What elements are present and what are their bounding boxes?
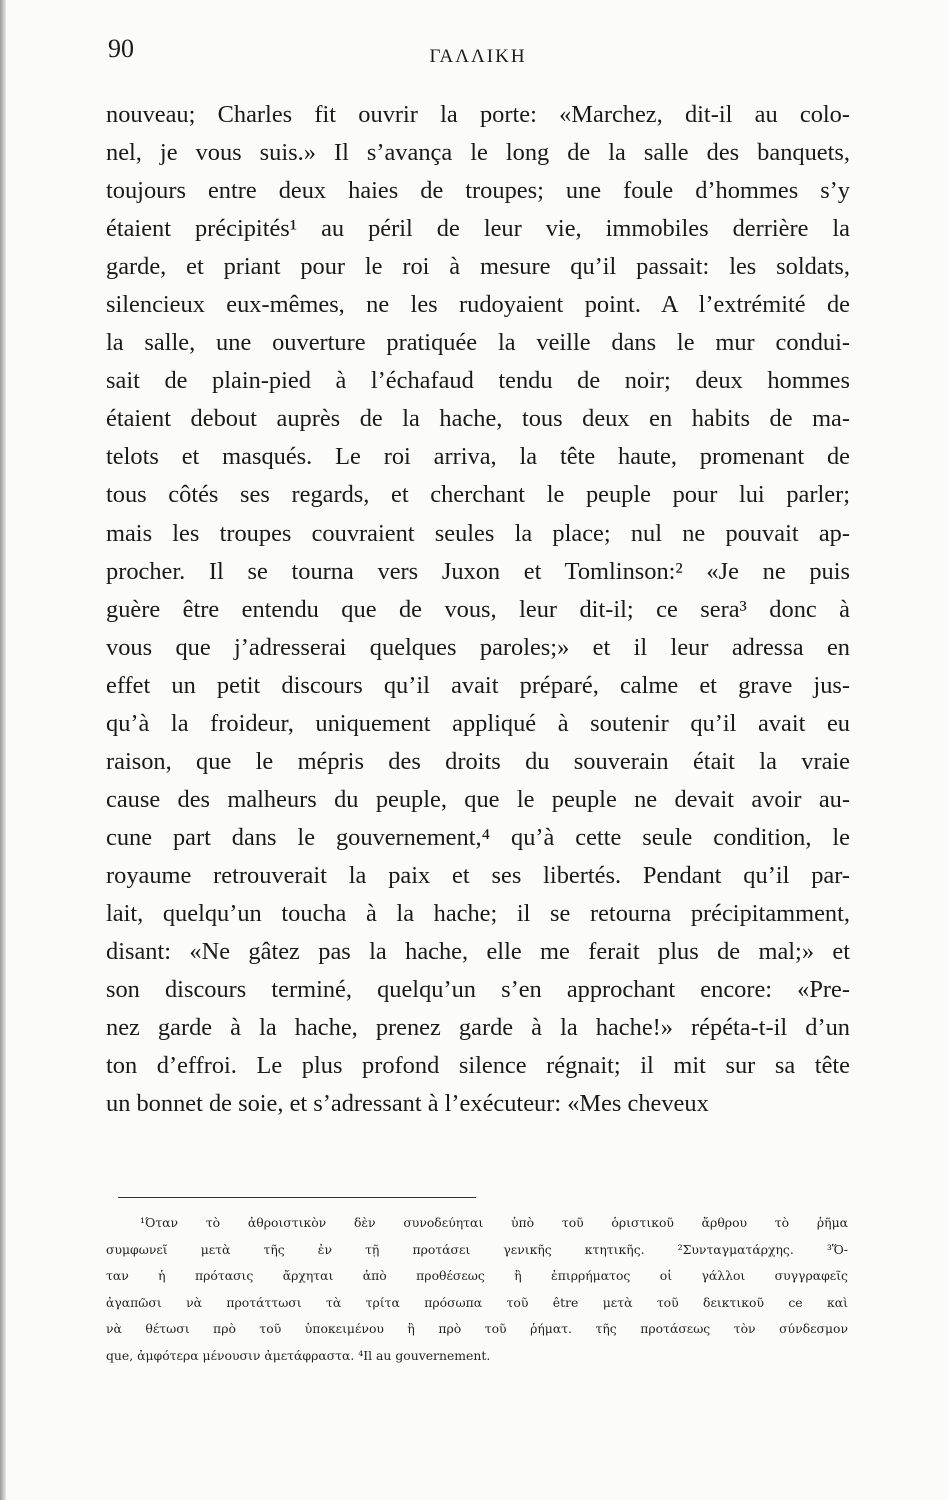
text-line: garde, et priant pour le roi à mesure qu’il passait: les soldats, [106,253,850,281]
text-line: son discours terminé, quelqu’un s’en approchant encore: «Pre- [106,976,850,1004]
text-line: raison, que le mépris des droits du souverain était la vraie [106,747,850,775]
footnote-line: συμφωνεῖ μετὰ τῆς ἐν τῇ προτάσει γενικῆς κτητικῆς. ²Συνταγματάρχης. ³Ὅ- [106,1241,848,1257]
text-line: guère être entendu que de vous, leur dit-il; ce sera³ donc à [106,595,850,623]
text-line: étaient précipités¹ au péril de leur vie, immobiles derrière la [106,215,850,243]
text-line: nez garde à la hache, prenez garde à la hache!» répéta-t-il d’un [106,1014,850,1042]
footnote-line: ἀγαπῶσι νὰ προτάττωσι τὰ τρίτα πρόσωπα τοῦ être μετὰ τοῦ δεικτικοῦ ce καὶ [106,1294,848,1310]
page-binding-edge [0,0,6,1500]
text-line: lait, quelqu’un toucha à la hache; il se retourna précipitamment, [106,899,850,927]
page-number: 90 [108,34,134,63]
footnote-line: ταν ἡ πρότασις ἄρχηται ἀπὸ προθέσεως ἢ ἐπιρρήματος οἱ γάλλοι συγγραφεῖς [106,1268,848,1283]
text-line: cause des malheurs du peuple, que le peuple ne devait avoir au- [106,785,850,813]
text-line: tous côtés ses regards, et cherchant le peuple pour lui parler; [106,481,850,509]
text-line: cune part dans le gouvernement,⁴ qu’à cette seule condition, le [106,823,850,851]
text-line: qu’à la froideur, uniquement appliqué à soutenir qu’il avait eu [106,709,850,737]
text-line: disant: «Ne gâtez pas la hache, elle me ferait plus de mal;» et [106,938,850,966]
text-line: vous que j’adresserai quelques paroles;» et il leur adressa en [106,633,850,661]
text-line: mais les troupes couvraient seules la place; nul ne pouvait ap- [106,519,850,547]
text-line: la salle, une ouverture pratiquée la veille dans le mur condui- [106,329,850,357]
footnote-line: que, ἀμφότερα μένουσιν ἀμετάφραστα. ⁴Il au gouvernement. [106,1347,491,1363]
footnotes [106,1210,848,1369]
text-line: silencieux eux-mêmes, ne les rudoyaient point. A l’extrémité de [106,291,850,319]
text-line: ton d’effroi. Le plus profond silence régnait; il mit sur sa tête [106,1052,850,1080]
text-line: telots et masqués. Le roi arriva, la tête haute, promenant de [106,443,850,471]
footnote-line: νὰ θέτωσι πρὸ τοῦ ὑποκειμένου ἢ πρὸ τοῦ ῥήματ. τῆς προτάσεως τὸν σύνδεσμον [106,1321,848,1336]
text-line: un bonnet de soie, et s’adressant à l’exécuteur: «Mes cheveux [106,1090,709,1118]
page-header [108,34,848,74]
text-line: toujours entre deux haies de troupes; une foule d’hommes s’y [106,177,850,205]
footnote-rule [118,1197,476,1198]
running-head: ΓΑΛΛΙΚΗ [429,46,527,67]
body-text [106,96,850,1123]
text-line: royaume retrouverait la paix et ses libertés. Pendant qu’il par- [106,861,850,889]
text-line: nel, je vous suis.» Il s’avança le long de la salle des banquets, [106,139,850,167]
text-line: sait de plain-pied à l’échafaud tendu de noir; deux hommes [106,367,850,395]
text-line: étaient debout auprès de la hache, tous deux en habits de ma- [106,405,850,433]
footnote-line: ¹Όταν τὸ ἀθροιστικὸν δὲν συνοδεύηται ὑπὸ τοῦ ὁριστικοῦ ἄρθρου τὸ ῥῆμα [140,1215,848,1230]
text-line: effet un petit discours qu’il avait préparé, calme et grave jus- [106,671,850,699]
text-line: procher. Il se tourna vers Juxon et Tomlinson:² «Je ne puis [106,557,850,585]
text-line: nouveau; Charles fit ouvrir la porte: «Marchez, dit-il au colo- [106,101,850,128]
